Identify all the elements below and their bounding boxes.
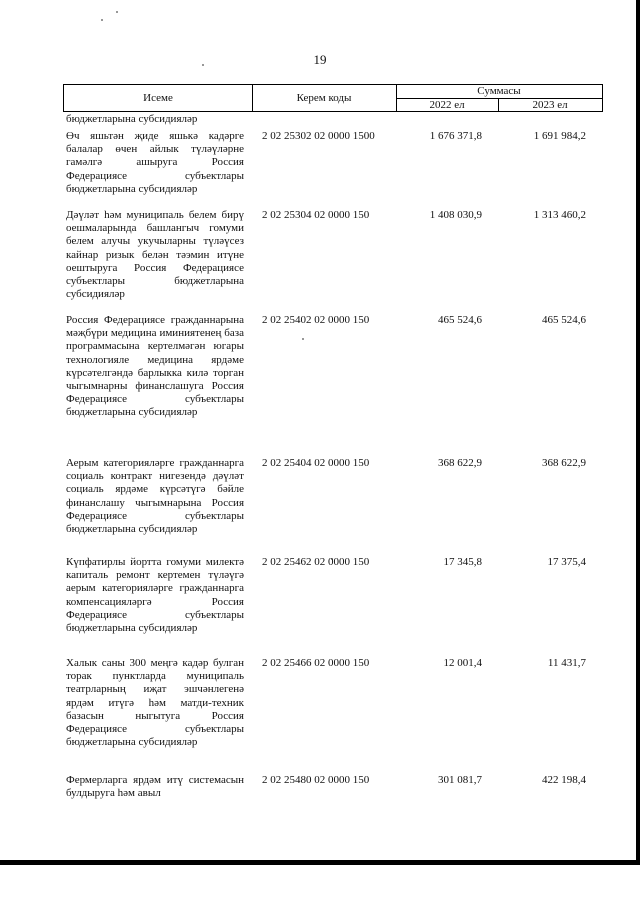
page-number: 19 [313, 52, 327, 67]
scan-edge [636, 0, 640, 865]
row-name: Аерым категорияләрге гражданнарга социаль контракт нигезендә дәүләт социаль ярдәме күрсәтүгә бәйле финанслашу чыгымнарына Россия Федерациясе субъектлары бюджетларына субсидияләр [66, 457, 244, 536]
table-row [66, 130, 596, 209]
continuation-row [66, 113, 596, 130]
header-sums: Суммасы [477, 85, 521, 97]
row-value-2022: 301 081,7 [438, 774, 482, 786]
row-value-2023: 422 198,4 [542, 774, 586, 786]
row-code: 2 02 25304 02 0000 150 [262, 209, 370, 221]
row-value-2023: 1 691 984,2 [533, 130, 586, 142]
row-name: Россия Федерациясе гражданнарына мәҗбүри медицина иминиятенең база программасына кертелмәгән югары технологияле медицина ярдәме күрсәтелгәндә барлыкка килә торган чыгымнарны финанслашуга Россия Федерациясе субъектлары бюджетларына субсидияләр [66, 314, 244, 419]
row-code: 2 02 25302 02 0000 1500 [262, 130, 375, 142]
row-value-2022: 1 408 030,9 [429, 209, 482, 221]
row-code: 2 02 25402 02 0000 150 [262, 314, 370, 326]
scan-bottom-bar [0, 860, 640, 865]
row-value-2022: 1 676 371,8 [429, 130, 482, 142]
row-code: 2 02 25404 02 0000 150 [262, 457, 370, 469]
header-code: Керем коды [296, 92, 352, 104]
row-value-2022: 465 524,6 [438, 314, 482, 326]
row-name: Дәүләт һәм муниципаль белем бирү оешмаларында башлангыч гомуми белем алучы укучыларны түләүсез кайнар ризык белән тәэмин итүне оештыруга Россия Федерациясе субъектлары бюджетларына субсидияләр [66, 209, 244, 301]
row-value-2022: 12 001,4 [443, 657, 482, 669]
row-code: 2 02 25462 02 0000 150 [262, 556, 370, 568]
row-value-2022: 368 622,9 [438, 457, 482, 469]
row-value-2022: 17 345,8 [443, 556, 482, 568]
row-name: Өч яшьтән җиде яшькә кадәрге балалар өчен айлык түләүләрне гамәлгә ашыруга Россия Федерациясе субъектлары бюджетларына субсидияләр [66, 130, 244, 195]
table-row [66, 556, 596, 657]
table-row [66, 314, 596, 457]
table-row [66, 774, 596, 804]
row-value-2023: 1 313 460,2 [533, 209, 586, 221]
header-year-2022: 2022 ел [429, 99, 465, 111]
row-name: Фермерларга ярдәм итү системасын булдыруга һәм авыл [66, 774, 244, 800]
table-body [66, 113, 596, 804]
table-row [66, 457, 596, 556]
row-name: бюджетларына субсидияләр [66, 113, 198, 125]
row-name: Халык саны 300 меңгә кадәр булган торак пунктларда муниципаль театрларның иҗат эшчәнлегенә ярдәм итүгә һәм матди-техник базасын ныгытуга Россия Федерациясе субъектлары бюджетларына субсидияләр [66, 657, 244, 749]
table-header [63, 84, 603, 112]
row-value-2023: 465 524,6 [542, 314, 586, 326]
table-row [66, 657, 596, 774]
row-code: 2 02 25480 02 0000 150 [262, 774, 370, 786]
row-value-2023: 11 431,7 [547, 657, 586, 669]
table-row [66, 209, 596, 314]
header-year-2023: 2023 ел [532, 99, 568, 111]
row-value-2023: 17 375,4 [547, 556, 586, 568]
header-name: Исеме [143, 92, 173, 104]
row-code: 2 02 25466 02 0000 150 [262, 657, 370, 669]
row-name: Күпфатирлы йортта гомуми милектә капиталь ремонт кертемен түләүгә аерым категорияләрге гражданнарга компенсацияләргә Россия Федерациясе субъектлары бюджетларына субсидияләр [66, 556, 244, 635]
row-value-2023: 368 622,9 [542, 457, 586, 469]
